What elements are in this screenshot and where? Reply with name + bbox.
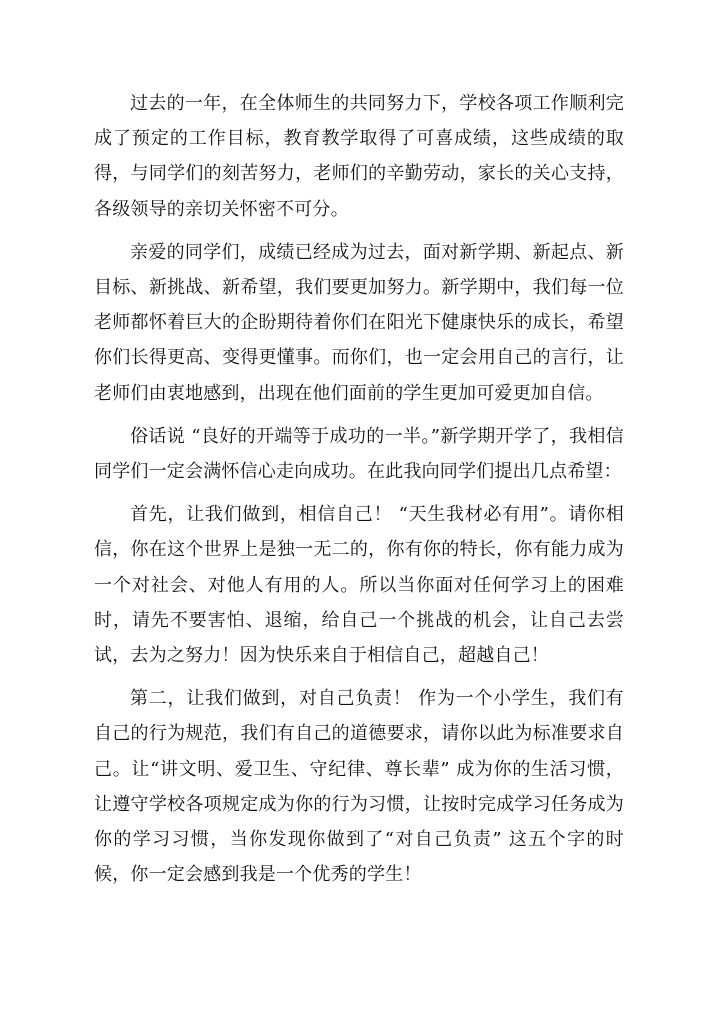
paragraph-1: 过去的一年，在全体师生的共同努力下，学校各项工作顺利完成了预定的工作目标，教育教学取得了可喜成绩，这些成绩的取得，与同学们的刻苦努力，老师们的辛勤劳动，家长的关心支持，各级领导的亲切关怀密不可分。 xyxy=(94,93,624,220)
paragraph-2: 亲爱的同学们，成绩已经成为过去，面对新学期、新起点、新目标、新挑战、新希望，我们要更加努力。新学期中，我们每一位老师都怀着巨大的企盼期待着你们在阳光下健康快乐的成长，希望你们长得更高、变得更懂事。而你们，也一定会用自己的言行，让老师们由衷地感到，出现在他们面前的学生更加可爱更加自信。 xyxy=(94,241,624,404)
paragraph-5: 第二，让我们做到，对自己负责！ 作为一个小学生，我们有自己的行为规范，我们有自己的道德要求，请你以此为标准要求自己。让“讲文明、爱卫生、守纪律、尊长辈” 成为你的生活习惯，让遵守学校各项规定成为你的行为习惯，让按时完成学习任务成为你的学习习惯，当你发现你做到了“对自己负责” 这五个字的时候，你一定会感到我是一个优秀的学生！ xyxy=(94,688,624,886)
paragraph-4: 首先，让我们做到，相信自己！ “天生我材必有用”。请你相信，你在这个世界上是独一无二的，你有你的特长，你有能力成为一个对社会、对他人有用的人。所以当你面对任何学习上的困难时，请先不要害怕、退缩，给自己一个挑战的机会，让自己去尝试，去为之努力！因为快乐来自于相信自己，超越自己！ xyxy=(94,504,624,667)
paragraph-3: 俗话说 “良好的开端等于成功的一半。”新学期开学了，我相信同学们一定会满怀信心走向成功。在此我向同学们提出几点希望： xyxy=(94,425,624,483)
